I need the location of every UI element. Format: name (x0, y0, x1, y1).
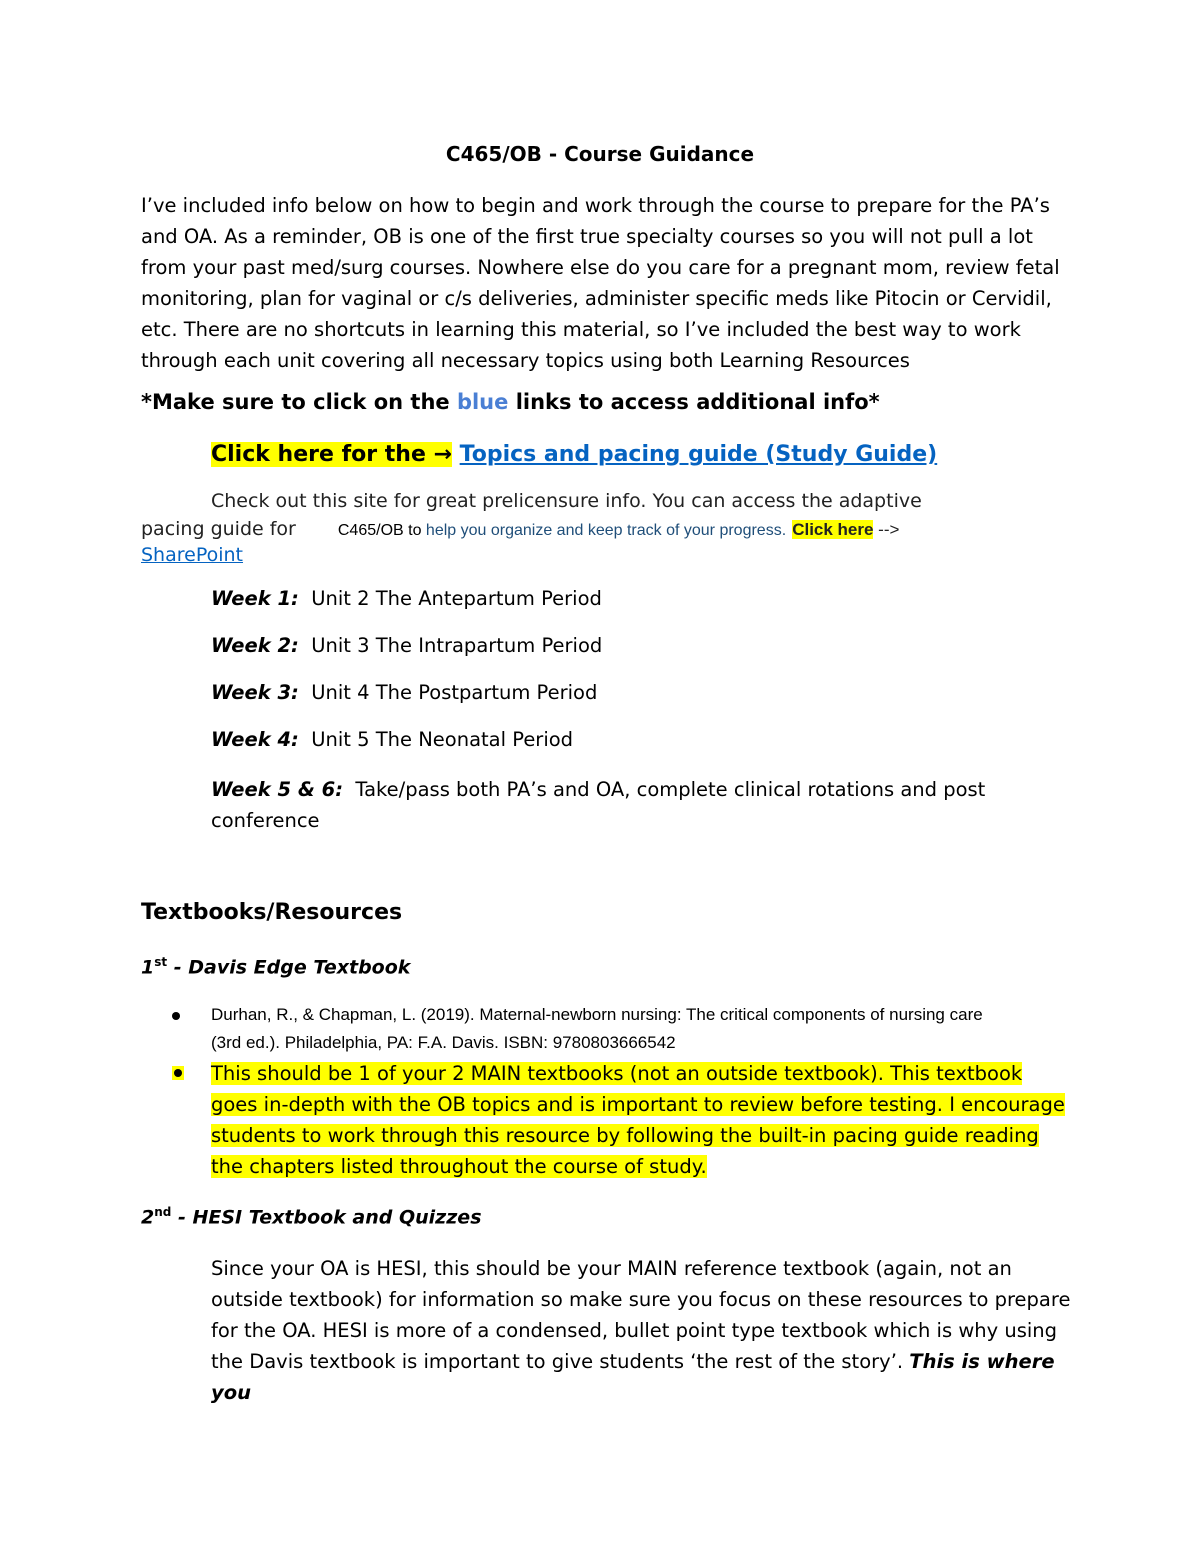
topics-pacing-guide-link[interactable]: Topics and pacing guide (Study Guide) (459, 442, 938, 467)
second-title: - HESI Textbook and Quizzes (171, 1206, 482, 1229)
first-ordinal: st (154, 955, 168, 969)
week-text: Unit 4 The Postpartum Period (311, 681, 598, 704)
week-text: Unit 2 The Antepartum Period (311, 587, 602, 610)
page-title: C465/OB - Course Guidance (445, 142, 755, 166)
pacing-guide-line (141, 518, 899, 540)
intro-paragraph: I’ve included info below on how to begin and work through the course to prepare for the PA’s and OA. As a reminder, OB is one of the first true specialty courses so you will not pull a lot from your past med/surg courses. Nowhere else do you care for a pregnant mom, review fetal monitoring, plan for vaginal or c/s deliveries, administer specific meds like Pitocin or Cervidil, etc. There are no shortcuts in learning this material, so I’ve included the best way to work through each unit covering all necessary topics using both Learning Resources (141, 194, 1060, 372)
first-title: - Davis Edge Textbook (167, 956, 411, 979)
bullet-icon (174, 1069, 182, 1077)
links-reminder (141, 390, 880, 414)
second-number: 2 (141, 1206, 155, 1229)
pacing-course: C465/OB to (337, 522, 426, 539)
davis-citation: Durhan, R., & Chapman, L. (2019). Maternal-newborn nursing: The critical components of nursing care (3rd ed.). Philadelphia, PA: F.A. Davis. ISBN: 9780803666542 (211, 1005, 983, 1052)
week-2-row (211, 634, 602, 657)
week-text: Take/pass both PA’s and OA, complete clinical rotations and post conference (211, 778, 986, 832)
topics-line (211, 442, 937, 467)
week-3-row (211, 681, 597, 704)
davis-note (211, 1058, 1071, 1182)
week-label: Week 3: (211, 681, 299, 704)
reminder-blue-word: blue (456, 390, 509, 414)
pacing-arrow: --> (873, 520, 900, 539)
hesi-bold-text: This is where you (211, 1350, 1055, 1404)
davis-note-text: This should be 1 of your 2 MAIN textbooks (not an outside textbook). This textbook goes in-depth with the OB topics and is important to review before testing. I encourage students to work through this resource by following the built-in pacing guide reading the chapters listed throughout the course of study. (211, 1062, 1065, 1178)
hesi-paragraph (211, 1253, 1071, 1408)
pacing-help: help you organize and keep track of your progress. (425, 522, 787, 539)
resources-heading: Textbooks/Resources (141, 900, 403, 925)
pacing-lead: pacing guide for (141, 518, 296, 540)
week-text: Unit 3 The Intrapartum Period (311, 634, 603, 657)
week-label: Week 2: (211, 634, 299, 657)
week-text: Unit 5 The Neonatal Period (311, 728, 574, 751)
week-label: Week 4: (211, 728, 299, 751)
reminder-text-after: links to access additional info* (508, 390, 880, 414)
week-5-6-row (211, 774, 1031, 836)
reminder-text-before: *Make sure to click on the (141, 390, 457, 414)
first-resource-heading (141, 955, 410, 978)
second-ordinal: nd (154, 1205, 172, 1219)
week-label: Week 5 & 6: (211, 778, 343, 801)
second-resource-heading (141, 1205, 482, 1228)
check-site-text: Check out this site for great prelicensure info. You can access the adaptive (211, 490, 922, 512)
week-4-row (211, 728, 573, 751)
week-label: Week 1: (211, 587, 299, 610)
topics-prefix-highlight: Click here for the → (211, 442, 452, 467)
bullet-icon (172, 1012, 180, 1020)
hesi-text: Since your OA is HESI, this should be your MAIN reference textbook (again, not an outside textbook) for information so make sure you focus on these resources to prepare for the OA. HESI is more of a condensed, bullet point type textbook which is why using the Davis textbook is important to give students ‘the rest of the story’. (211, 1257, 1071, 1373)
week-1-row (211, 587, 602, 610)
sharepoint-link[interactable]: SharePoint (141, 544, 244, 566)
click-here-link[interactable]: Click here (792, 520, 874, 539)
highlighted-bullet-icon (172, 1066, 184, 1080)
first-number: 1 (141, 956, 155, 979)
